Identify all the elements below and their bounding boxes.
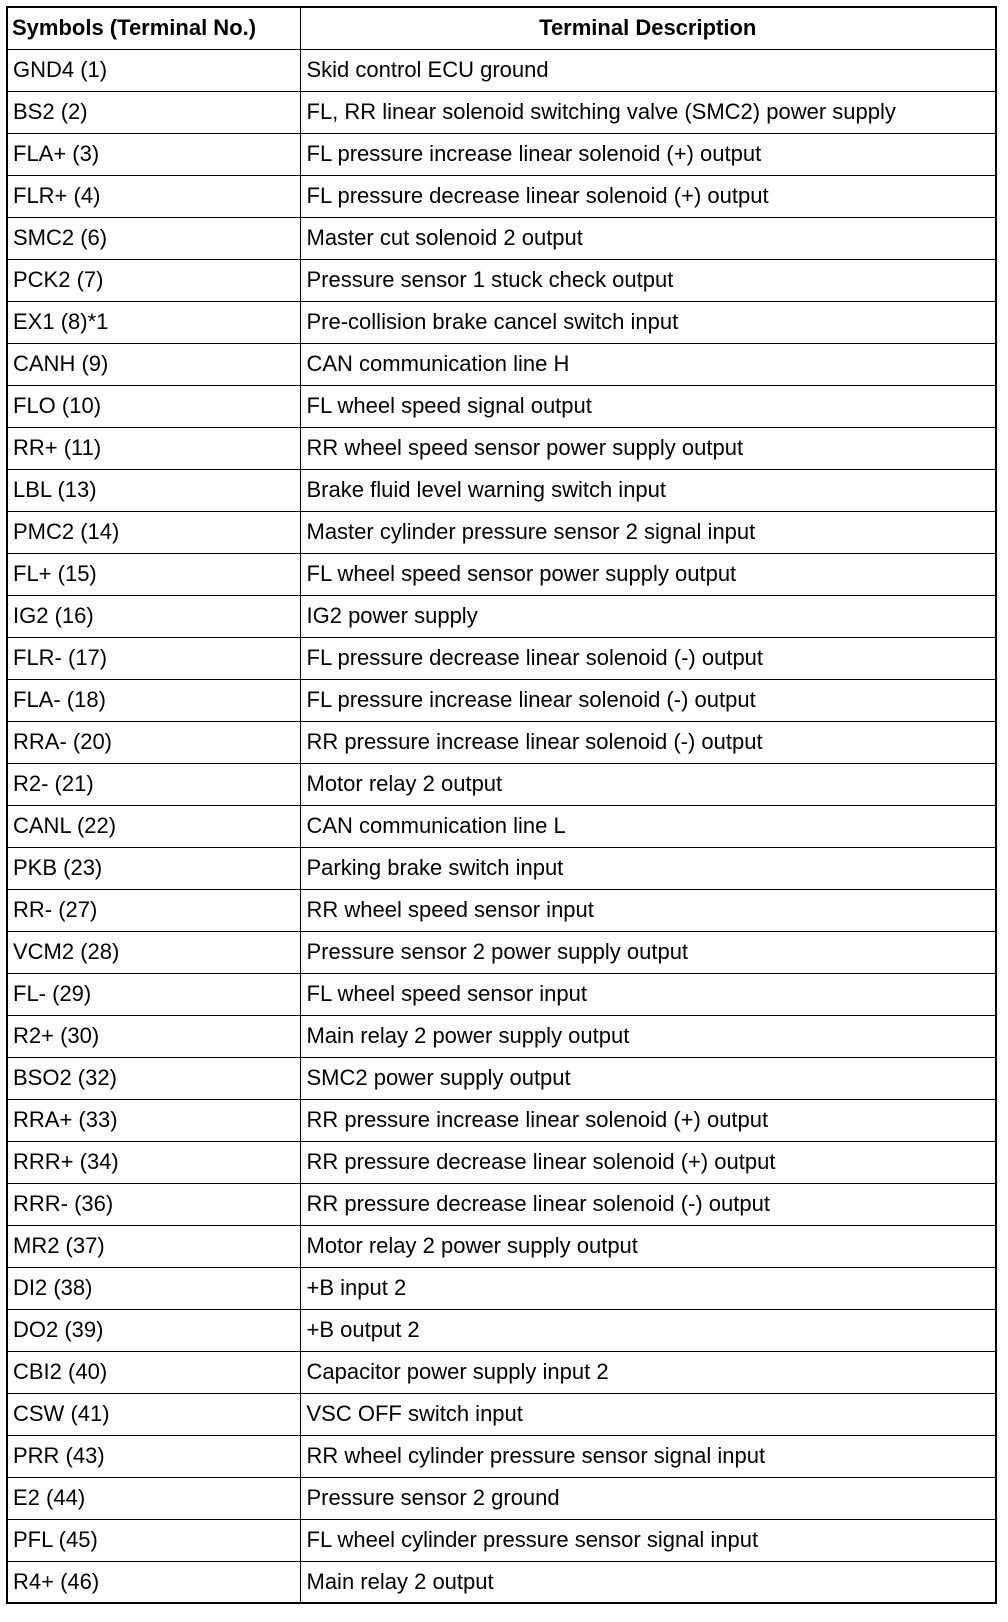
table-row <box>7 1519 996 1561</box>
terminal-description-cell: RR pressure decrease linear solenoid (+) output <box>300 1141 996 1183</box>
terminal-symbol-cell: RRA+ (33) <box>7 1099 300 1141</box>
table-row <box>7 721 996 763</box>
terminal-symbol-cell: BS2 (2) <box>7 91 300 133</box>
table-row <box>7 679 996 721</box>
table-row <box>7 931 996 973</box>
table-row <box>7 385 996 427</box>
table-row <box>7 511 996 553</box>
terminal-symbol-cell: DO2 (39) <box>7 1309 300 1351</box>
table-row <box>7 973 996 1015</box>
terminal-description-cell: Skid control ECU ground <box>300 49 996 91</box>
terminal-description-cell: RR pressure decrease linear solenoid (-) output <box>300 1183 996 1225</box>
terminal-symbol-cell: CANL (22) <box>7 805 300 847</box>
terminal-symbol-cell: PRR (43) <box>7 1435 300 1477</box>
terminal-description-cell: FL pressure increase linear solenoid (-) output <box>300 679 996 721</box>
terminal-symbol-cell: RRR+ (34) <box>7 1141 300 1183</box>
terminal-symbol-cell: FLA- (18) <box>7 679 300 721</box>
table-row <box>7 1477 996 1519</box>
terminal-symbol-cell: LBL (13) <box>7 469 300 511</box>
terminal-symbol-cell: R2+ (30) <box>7 1015 300 1057</box>
terminal-description-cell: FL pressure decrease linear solenoid (+) output <box>300 175 996 217</box>
table-row <box>7 889 996 931</box>
terminal-symbol-cell: IG2 (16) <box>7 595 300 637</box>
table-row <box>7 1267 996 1309</box>
terminal-symbol-cell: SMC2 (6) <box>7 217 300 259</box>
terminal-description-cell: +B input 2 <box>300 1267 996 1309</box>
terminal-symbol-cell: PKB (23) <box>7 847 300 889</box>
header-symbol: Symbols (Terminal No.) <box>7 7 300 49</box>
table-row <box>7 1141 996 1183</box>
terminal-symbol-cell: DI2 (38) <box>7 1267 300 1309</box>
terminal-symbol-cell: R2- (21) <box>7 763 300 805</box>
terminal-description-cell: Capacitor power supply input 2 <box>300 1351 996 1393</box>
terminal-description-cell: FL pressure increase linear solenoid (+) output <box>300 133 996 175</box>
terminal-description-cell: Main relay 2 power supply output <box>300 1015 996 1057</box>
terminal-symbol-cell: RR- (27) <box>7 889 300 931</box>
terminal-description-cell: FL wheel cylinder pressure sensor signal input <box>300 1519 996 1561</box>
terminal-table <box>6 6 997 1604</box>
table-row <box>7 763 996 805</box>
table-row <box>7 1183 996 1225</box>
terminal-symbol-cell: R4+ (46) <box>7 1561 300 1603</box>
terminal-description-cell: RR wheel speed sensor power supply output <box>300 427 996 469</box>
table-row <box>7 217 996 259</box>
table-row <box>7 847 996 889</box>
terminal-symbol-cell: PMC2 (14) <box>7 511 300 553</box>
terminal-symbol-cell: CANH (9) <box>7 343 300 385</box>
terminal-symbol-cell: VCM2 (28) <box>7 931 300 973</box>
table-row <box>7 469 996 511</box>
terminal-description-cell: RR wheel cylinder pressure sensor signal input <box>300 1435 996 1477</box>
terminal-description-cell: CAN communication line L <box>300 805 996 847</box>
terminal-description-cell: Main relay 2 output <box>300 1561 996 1603</box>
table-row <box>7 1309 996 1351</box>
terminal-symbol-cell: RR+ (11) <box>7 427 300 469</box>
terminal-description-cell: RR pressure increase linear solenoid (-) output <box>300 721 996 763</box>
table-row <box>7 343 996 385</box>
terminal-description-cell: CAN communication line H <box>300 343 996 385</box>
terminal-description-cell: VSC OFF switch input <box>300 1393 996 1435</box>
terminal-description-cell: Pressure sensor 1 stuck check output <box>300 259 996 301</box>
terminal-description-cell: +B output 2 <box>300 1309 996 1351</box>
table-row <box>7 49 996 91</box>
terminal-symbol-cell: GND4 (1) <box>7 49 300 91</box>
terminal-symbol-cell: MR2 (37) <box>7 1225 300 1267</box>
terminal-description-cell: Motor relay 2 power supply output <box>300 1225 996 1267</box>
table-row <box>7 1057 996 1099</box>
terminal-description-cell: FL wheel speed sensor power supply output <box>300 553 996 595</box>
terminal-symbol-cell: FLR- (17) <box>7 637 300 679</box>
terminal-description-cell: Master cut solenoid 2 output <box>300 217 996 259</box>
table-row <box>7 1393 996 1435</box>
terminal-description-cell: FL wheel speed sensor input <box>300 973 996 1015</box>
table-row <box>7 175 996 217</box>
terminal-description-cell: Master cylinder pressure sensor 2 signal input <box>300 511 996 553</box>
table-header-row <box>7 7 996 49</box>
table-row <box>7 553 996 595</box>
terminal-symbol-cell: BSO2 (32) <box>7 1057 300 1099</box>
terminal-description-cell: Brake fluid level warning switch input <box>300 469 996 511</box>
terminal-description-cell: Motor relay 2 output <box>300 763 996 805</box>
terminal-symbol-cell: FLR+ (4) <box>7 175 300 217</box>
terminal-description-cell: FL, RR linear solenoid switching valve (SMC2) power supply <box>300 91 996 133</box>
terminal-description-cell: RR pressure increase linear solenoid (+) output <box>300 1099 996 1141</box>
terminal-symbol-cell: EX1 (8)*1 <box>7 301 300 343</box>
terminal-symbol-cell: RRA- (20) <box>7 721 300 763</box>
terminal-description-cell: SMC2 power supply output <box>300 1057 996 1099</box>
terminal-symbol-cell: FL+ (15) <box>7 553 300 595</box>
table-row <box>7 1561 996 1603</box>
table-body <box>7 49 996 1603</box>
table-row <box>7 805 996 847</box>
terminal-symbol-cell: FL- (29) <box>7 973 300 1015</box>
terminal-description-cell: Pre-collision brake cancel switch input <box>300 301 996 343</box>
table-row <box>7 595 996 637</box>
terminal-description-cell: IG2 power supply <box>300 595 996 637</box>
terminal-symbol-cell: CBI2 (40) <box>7 1351 300 1393</box>
table-row <box>7 259 996 301</box>
table-row <box>7 301 996 343</box>
terminal-symbol-cell: FLA+ (3) <box>7 133 300 175</box>
terminal-symbol-cell: PCK2 (7) <box>7 259 300 301</box>
terminal-symbol-cell: RRR- (36) <box>7 1183 300 1225</box>
terminal-symbol-cell: PFL (45) <box>7 1519 300 1561</box>
table-row <box>7 427 996 469</box>
table-row <box>7 637 996 679</box>
terminal-description-cell: FL pressure decrease linear solenoid (-) output <box>300 637 996 679</box>
terminal-description-cell: Pressure sensor 2 ground <box>300 1477 996 1519</box>
terminal-symbol-cell: FLO (10) <box>7 385 300 427</box>
table-row <box>7 1435 996 1477</box>
table-row <box>7 91 996 133</box>
terminal-description-cell: FL wheel speed signal output <box>300 385 996 427</box>
terminal-description-cell: RR wheel speed sensor input <box>300 889 996 931</box>
terminal-description-cell: Pressure sensor 2 power supply output <box>300 931 996 973</box>
table-row <box>7 133 996 175</box>
table-row <box>7 1015 996 1057</box>
terminal-description-cell: Parking brake switch input <box>300 847 996 889</box>
terminal-symbol-cell: CSW (41) <box>7 1393 300 1435</box>
table-row <box>7 1225 996 1267</box>
table-row <box>7 1099 996 1141</box>
header-description: Terminal Description <box>300 7 996 49</box>
terminal-symbol-cell: E2 (44) <box>7 1477 300 1519</box>
table-row <box>7 1351 996 1393</box>
